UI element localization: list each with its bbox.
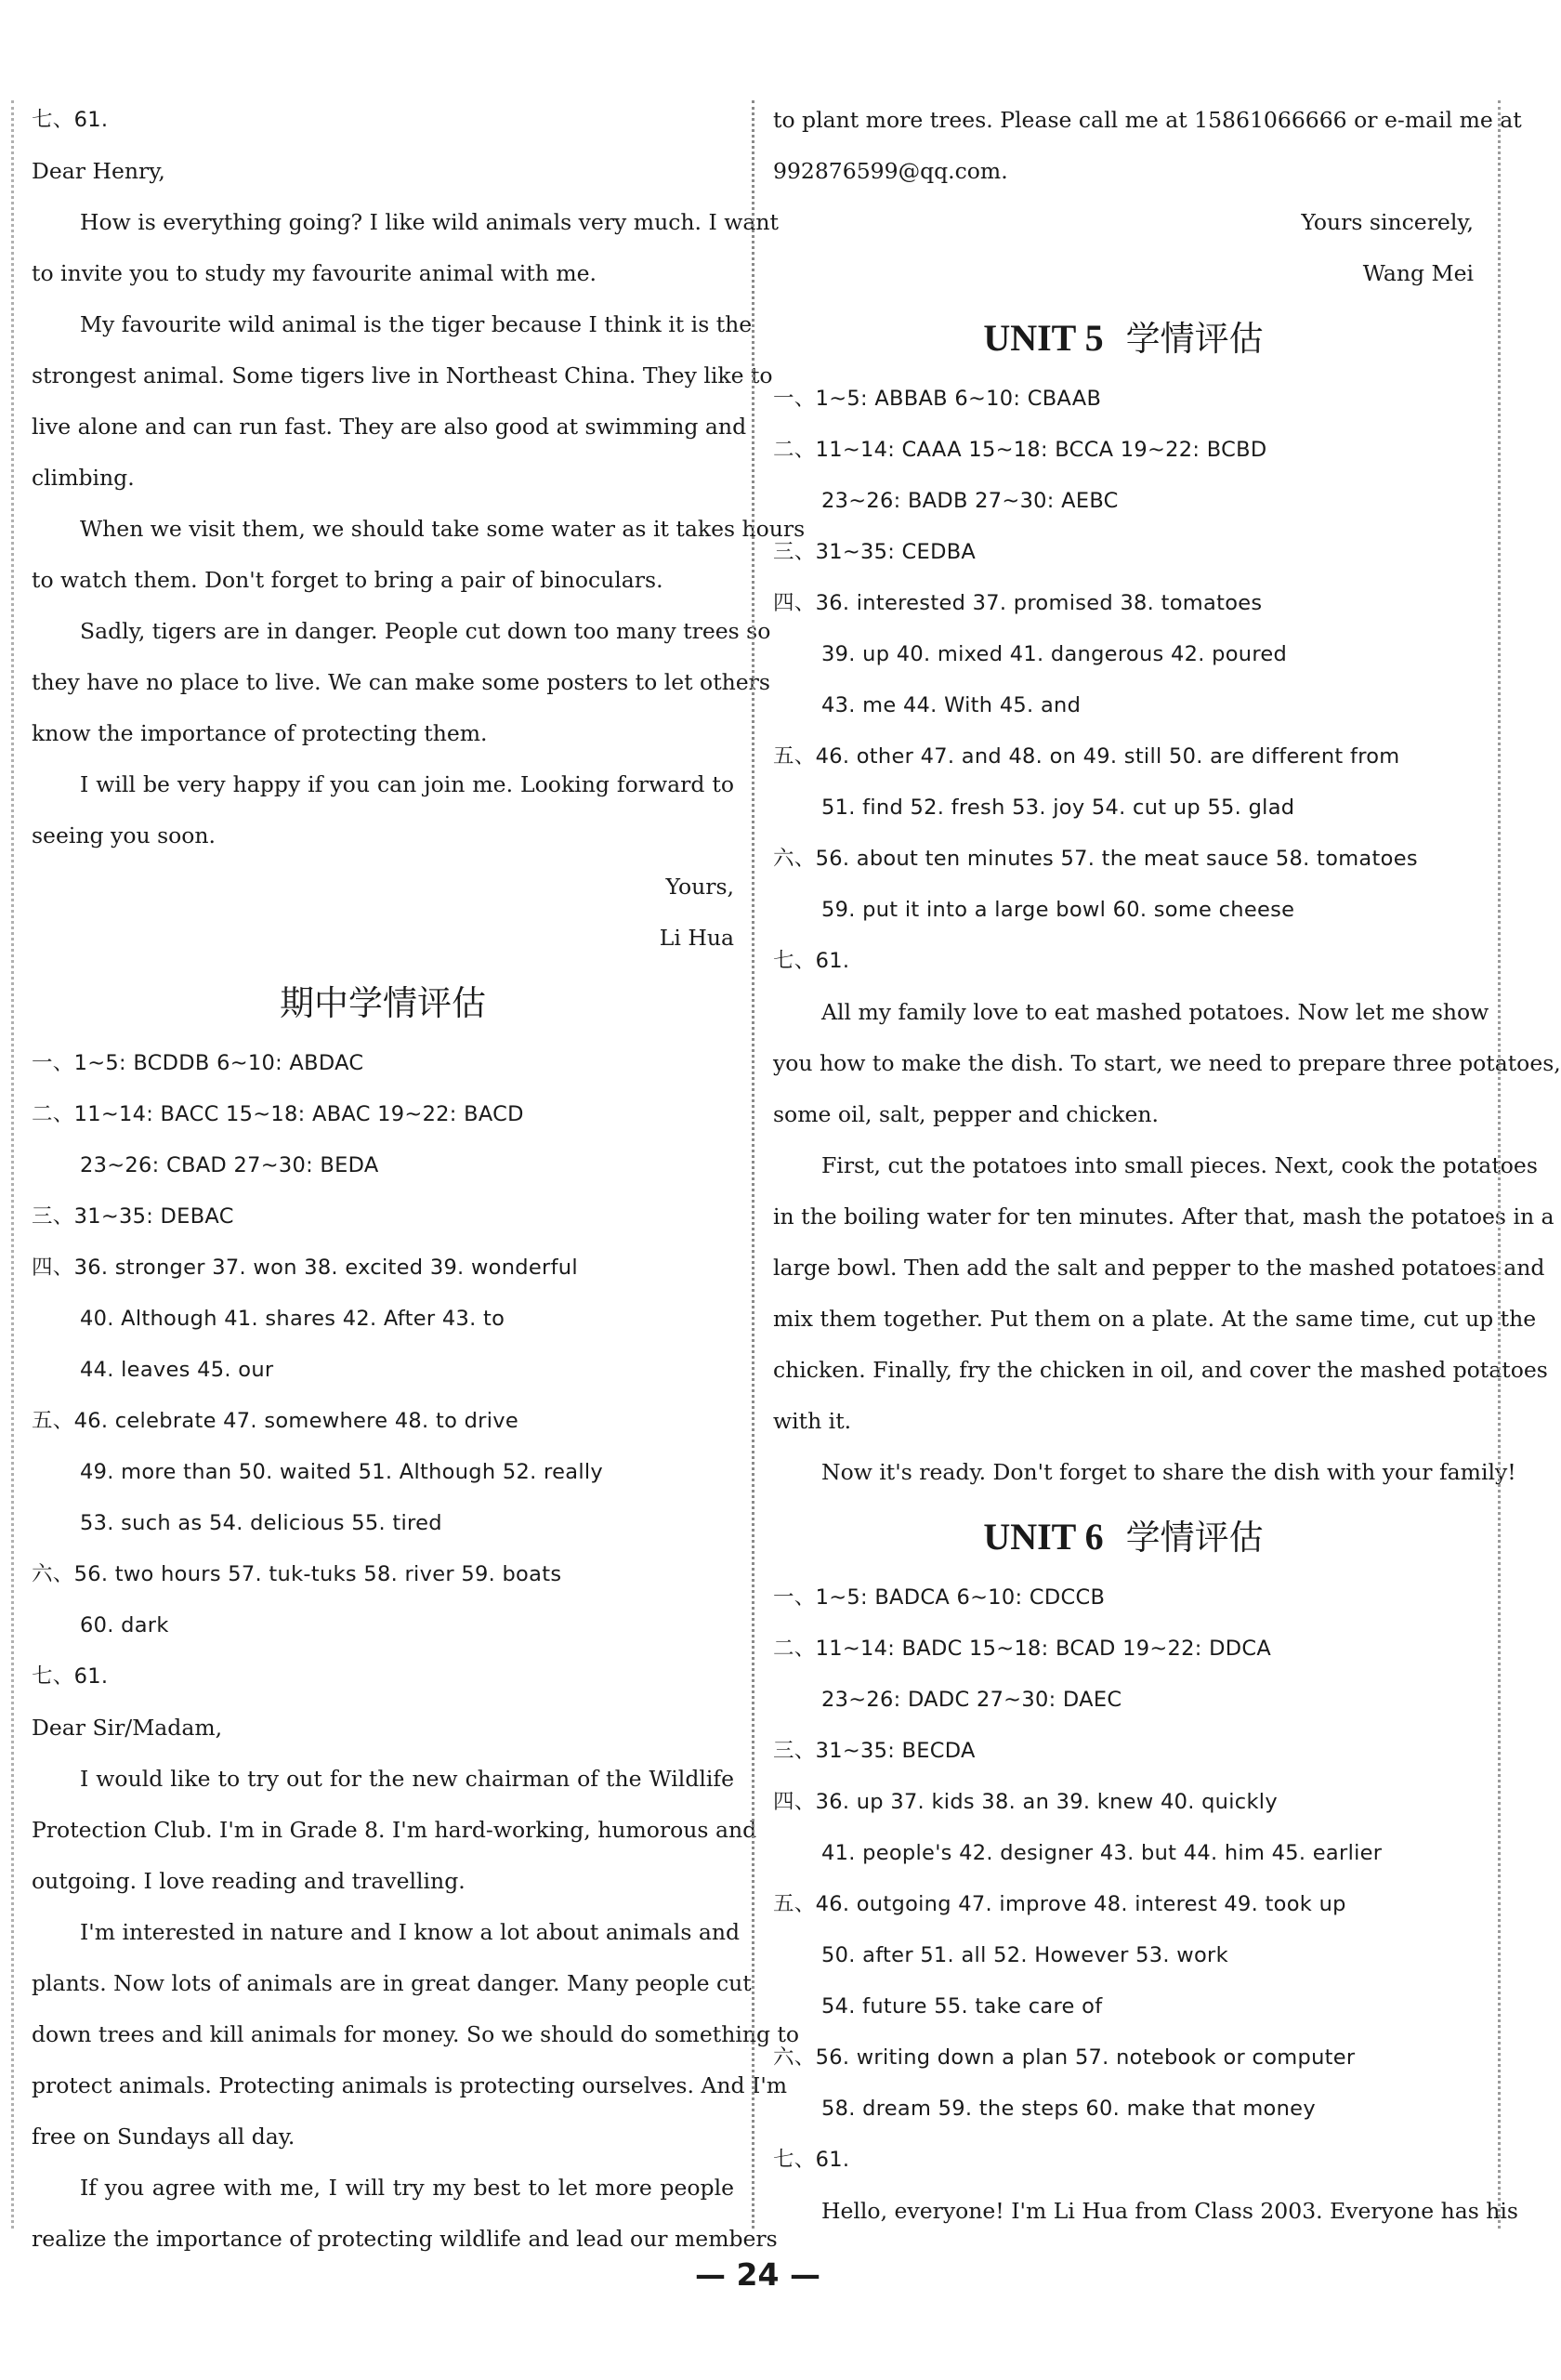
text-line: Li Hua (659, 925, 734, 951)
section-title: 学情评估 (1125, 319, 1264, 359)
section-title: 学情评估 (1125, 1518, 1264, 1558)
text-line: large bowl. Then add the salt and pepper to the mashed potatoes and (773, 1255, 1545, 1281)
section-title: 期中学情评估 (280, 983, 486, 1023)
text-line: I'm interested in nature and I know a lot about animals and (80, 1919, 741, 1945)
text-line: When we visit them, we should take some water as it takes hours (80, 516, 806, 542)
answer-line: 四、36. stronger 37. won 38. excited 39. wonderful (32, 1256, 578, 1280)
answer-line: 二、11~14: BADC 15~18: BCAD 19~22: DDCA (773, 1637, 1272, 1661)
answer-line: 41. people's 42. designer 43. but 44. him 45. earlier (821, 1841, 1383, 1865)
answer-line: 一、1~5: BADCA 6~10: CDCCB (773, 1585, 1106, 1610)
text-line: with it. (773, 1408, 852, 1434)
section-heading (773, 299, 1474, 374)
text-line: Now it's ready. Don't forget to share the dish with your family! (821, 1459, 1516, 1485)
section-unit-label: UNIT 5 (983, 317, 1104, 359)
answer-line: 六、56. writing down a plan 57. notebook or computer (773, 2045, 1356, 2070)
answer-line: 60. dark (80, 1613, 169, 1637)
text-line: First, cut the potatoes into small pieces. Next, cook the potatoes (821, 1152, 1538, 1178)
text-line: Protection Club. I'm in Grade 8. I'm hard-working, humorous and (32, 1817, 757, 1843)
answer-line: 七、61. (32, 108, 109, 132)
answer-line: 50. after 51. all 52. However 53. work (821, 1943, 1228, 1967)
left-margin-dots (11, 100, 14, 2229)
text-line: If you agree with me, I will try my best to let more people (80, 2175, 734, 2201)
answer-line: 四、36. interested 37. promised 38. tomatoes (773, 591, 1263, 615)
page-number: — 24 — (695, 2256, 820, 2293)
text-line: seeing you soon. (32, 822, 216, 848)
text-line: outgoing. I love reading and travelling. (32, 1868, 466, 1894)
answer-line: 39. up 40. mixed 41. dangerous 42. poured (821, 642, 1288, 666)
text-line: plants. Now lots of animals are in great danger. Many people cut (32, 1970, 752, 1996)
text-line: Wang Mei (1362, 260, 1474, 286)
text-line: climbing. (32, 465, 135, 491)
answer-line: 40. Although 41. shares 42. After 43. to (80, 1307, 505, 1331)
right-column (773, 95, 1561, 2237)
answer-line: 43. me 44. With 45. and (821, 693, 1082, 717)
section-heading (773, 1498, 1474, 1572)
right-edge-dots (1498, 100, 1501, 2229)
text-line: you how to make the dish. To start, we need to prepare three potatoes, (773, 1050, 1561, 1076)
answer-line: 一、1~5: BCDDB 6~10: ABDAC (32, 1051, 364, 1075)
text-line: chicken. Finally, fry the chicken in oil, and cover the mashed potatoes (773, 1357, 1548, 1383)
left-column (32, 95, 806, 2265)
answer-line: 49. more than 50. waited 51. Although 52. really (80, 1460, 604, 1484)
text-line: they have no place to live. We can make some posters to let others (32, 669, 770, 695)
text-line: in the boiling water for ten minutes. After that, mash the potatoes in a (773, 1203, 1554, 1229)
text-line: strongest animal. Some tigers live in Northeast China. They like to (32, 362, 773, 388)
text-line: to watch them. Don't forget to bring a pair of binoculars. (32, 567, 663, 593)
text-line: My favourite wild animal is the tiger because I think it is the (80, 311, 753, 337)
answer-line: 54. future 55. take care of (821, 1994, 1103, 2018)
answer-line: 三、31~35: DEBAC (32, 1204, 234, 1229)
text-line: I will be very happy if you can join me. Looking forward to (80, 771, 734, 797)
answer-line: 23~26: BADB 27~30: AEBC (821, 489, 1119, 513)
text-line: All my family love to eat mashed potatoes. Now let me show (821, 999, 1489, 1025)
answer-line: 三、31~35: CEDBA (773, 540, 977, 564)
text-line: know the importance of protecting them. (32, 720, 488, 746)
text-line: down trees and kill animals for money. So we should do something to (32, 2021, 800, 2047)
text-line: Dear Sir/Madam, (32, 1715, 223, 1741)
text-line: to invite you to study my favourite animal with me. (32, 260, 597, 286)
text-line: free on Sundays all day. (32, 2124, 295, 2150)
answer-line: 23~26: DADC 27~30: DAEC (821, 1688, 1122, 1712)
answer-line: 五、46. celebrate 47. somewhere 48. to drive (32, 1409, 519, 1433)
text-line: live alone and can run fast. They are also good at swimming and (32, 414, 747, 440)
answer-line: 二、11~14: BACC 15~18: ABAC 19~22: BACD (32, 1102, 524, 1126)
answer-line: 44. leaves 45. our (80, 1358, 274, 1382)
text-line: Yours sincerely, (1301, 209, 1474, 235)
text-line: Hello, everyone! I'm Li Hua from Class 2003. Everyone has his (821, 2198, 1518, 2224)
answer-line: 七、61. (32, 1664, 109, 1689)
answer-line: 四、36. up 37. kids 38. an 39. knew 40. quickly (773, 1790, 1278, 1814)
text-line: some oil, salt, pepper and chicken. (773, 1101, 1159, 1127)
answer-line: 一、1~5: ABBAB 6~10: CBAAB (773, 387, 1102, 411)
section-unit-label: UNIT 6 (983, 1516, 1104, 1558)
text-line: I would like to try out for the new chairman of the Wildlife (80, 1766, 734, 1792)
answer-line: 三、31~35: BECDA (773, 1739, 976, 1763)
text-line: 992876599@qq.com. (773, 158, 1008, 184)
answer-line: 六、56. two hours 57. tuk-tuks 58. river 59. boats (32, 1562, 562, 1586)
text-line: Yours, (665, 874, 734, 900)
answer-line: 53. such as 54. delicious 55. tired (80, 1511, 442, 1535)
answer-line: 59. put it into a large bowl 60. some cheese (821, 898, 1295, 922)
answer-line: 51. find 52. fresh 53. joy 54. cut up 55. glad (821, 796, 1295, 820)
text-line: mix them together. Put them on a plate. At the same time, cut up the (773, 1306, 1537, 1332)
column-divider (752, 100, 754, 2229)
answer-line: 58. dream 59. the steps 60. make that money (821, 2097, 1316, 2121)
text-line: realize the importance of protecting wildlife and lead our members (32, 2226, 778, 2252)
answer-line: 五、46. outgoing 47. improve 48. interest 49. took up (773, 1892, 1346, 1916)
answer-line: 七、61. (773, 949, 850, 973)
section-heading (32, 964, 734, 1038)
text-line: How is everything going? I like wild animals very much. I want (80, 209, 779, 235)
answer-line: 二、11~14: CAAA 15~18: BCCA 19~22: BCBD (773, 438, 1267, 462)
text-line: to plant more trees. Please call me at 15861066666 or e-mail me at (773, 107, 1522, 133)
text-line: Sadly, tigers are in danger. People cut down too many trees so (80, 618, 771, 644)
answer-line: 23~26: CBAD 27~30: BEDA (80, 1153, 379, 1177)
answer-line: 七、61. (773, 2148, 850, 2172)
text-line: Dear Henry, (32, 158, 165, 184)
answer-line: 五、46. other 47. and 48. on 49. still 50. are different from (773, 744, 1400, 769)
text-line: protect animals. Protecting animals is protecting ourselves. And I'm (32, 2072, 788, 2098)
answer-line: 六、56. about ten minutes 57. the meat sauce 58. tomatoes (773, 847, 1418, 871)
